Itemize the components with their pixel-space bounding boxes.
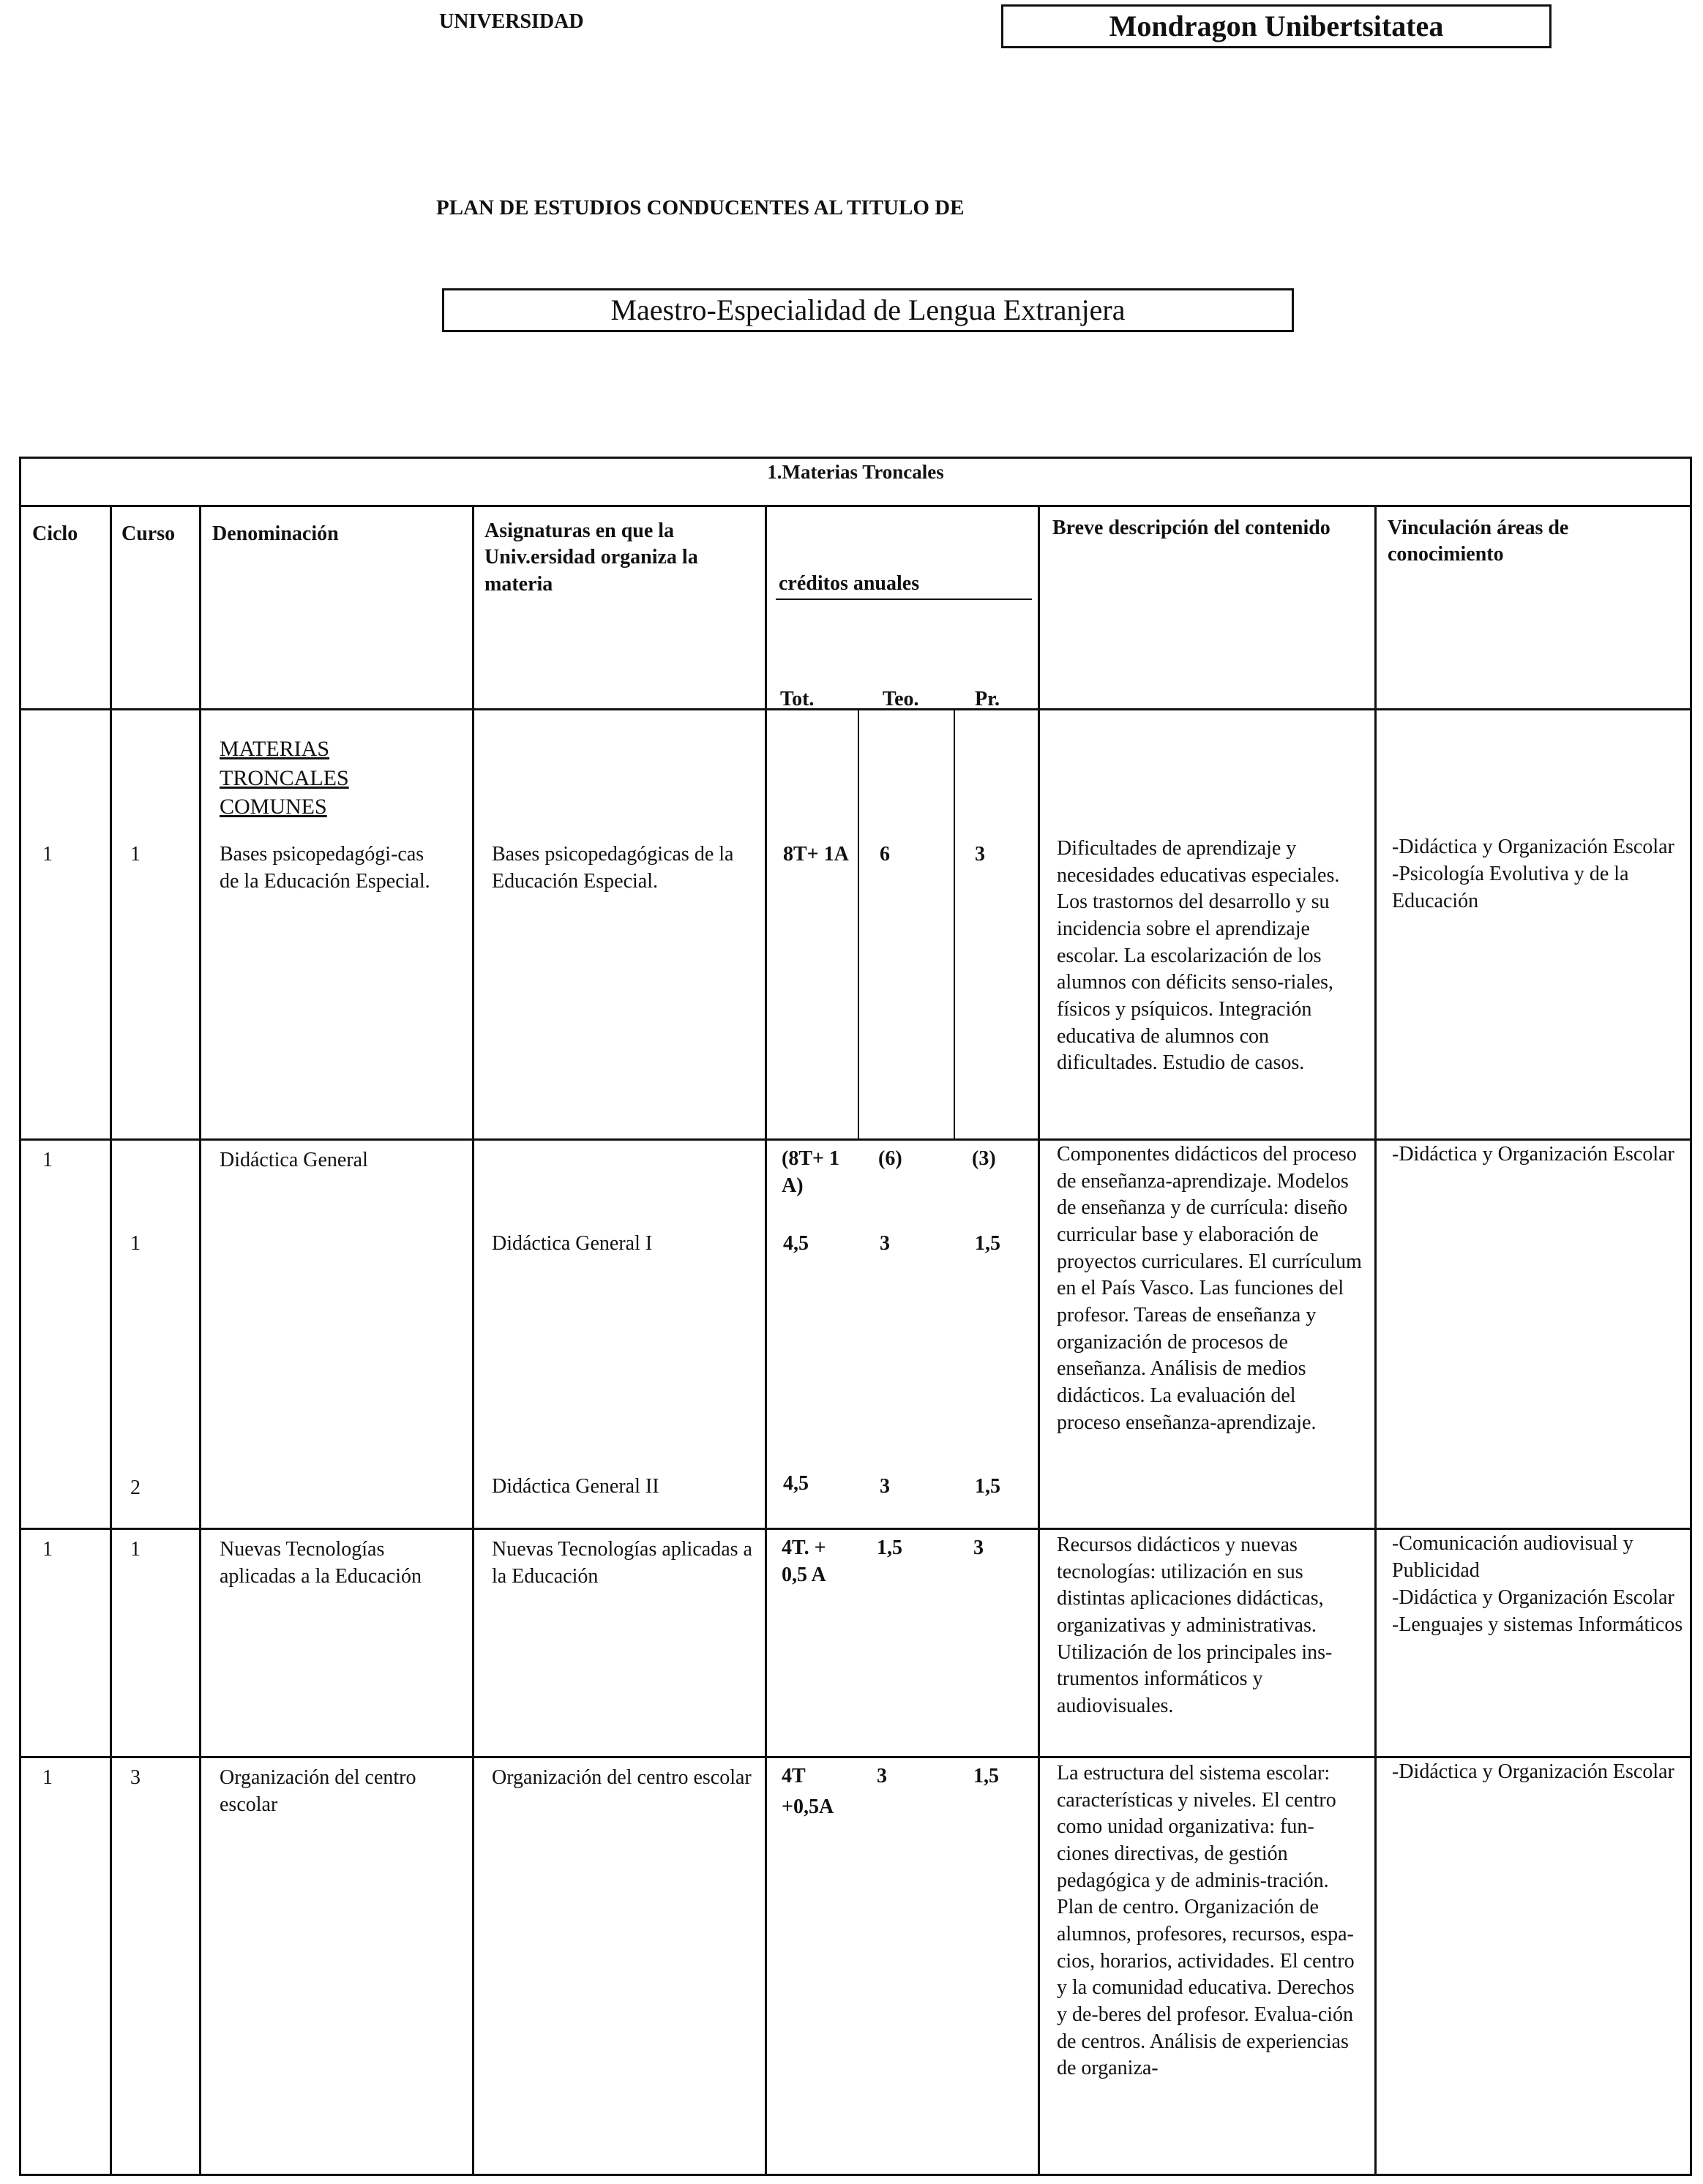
row-pr: 1,5 [975,1232,1000,1255]
row-tot: 4T. + 0,5 A [782,1536,826,1586]
row-asignatura: Bases psicopedagógicas de la Educación Especial. [492,843,734,893]
row-vinculacion: -Didáctica y Organización Escolar [1392,1143,1674,1166]
row-ciclo: 1 [42,843,53,866]
col-header-descripcion: Breve descripción del contenido [1052,517,1330,539]
col-sep-ciclo [110,506,112,2174]
row-vinculacion: -Comunicación audiovisual y Publicidad -Didáctica y Organización Escolar -Lenguajes y sistemas Informáticos [1392,1532,1683,1636]
row-asignatura: Didáctica General II [492,1475,659,1498]
row-teo: 1,5 [877,1536,902,1559]
col-header-denominacion: Denominación [212,522,339,545]
section-title: 1.Materias Troncales [767,461,944,483]
row-descripcion: Componentes didácticos del proceso de enseñanza-aprendizaje. Modelos de enseñanza y de currícula: diseño curricular base y elaboración de proyectos curriculares. El currículum en el País Vasco. Las funciones del profesor. Tareas de enseñanza y organización de procesos de enseñanza. Análisis de medios didácticos. La evaluación del proceso enseñanza-aprendizaje. [1057,1143,1362,1434]
col-header-pr: Pr. [975,688,1000,710]
row-tot: 4T [782,1765,806,1787]
row-denominacion: Bases psicopedagógi-cas de la Educación Especial. [220,843,430,893]
materias-table [19,457,1692,2176]
plan-heading: PLAN DE ESTUDIOS CONDUCENTES AL TITULO DE [436,196,965,219]
row-rule-3 [20,1756,1691,1758]
row-descripcion: Dificultades de aprendizaje y necesidades educativas especiales. Los trastornos del desarrollo y su incidencia sobre el aprendizaje escolar. La escolarización de los alumnos con déficits senso-riales, físicos y psíquicos. Integración educativa de alumnos con dificultades. Estudio de casos. [1057,837,1340,1075]
row-asignatura: Didáctica General I [492,1232,653,1255]
row-tot: 8T+ 1A [783,843,849,866]
row-denominacion: Organización del centro escolar [220,1766,416,1816]
row-curso: 1 [130,1232,141,1255]
row-ciclo: 1 [42,1149,53,1171]
row-pr: 3 [975,843,985,866]
row-ciclo: 1 [42,1538,53,1561]
creditos-underline [776,598,1032,600]
row-tot: 4,5 [783,1472,809,1495]
row-teo: (6) [878,1147,902,1170]
row-curso: 1 [130,1538,141,1561]
row-curso: 2 [130,1476,141,1499]
row-asignatura: Nuevas Tecnologías aplicadas a la Educación [492,1538,752,1588]
university-label: UNIVERSIDAD [439,10,584,33]
row-pr: 3 [973,1536,984,1559]
row-curso: 1 [130,843,141,866]
col-header-creditos: créditos anuales [779,572,920,595]
row-vinculacion: -Didáctica y Organización Escolar [1392,1760,1674,1783]
row-denominacion: Nuevas Tecnologías aplicadas a la Educación [220,1538,422,1588]
section-title-rule [20,505,1691,507]
row-pr: 1,5 [975,1475,1000,1498]
col-header-vinculacion: Vinculación áreas de conocimiento [1388,517,1569,566]
col-header-asignaturas: Asignaturas en que la Univ.ersidad organiza la materia [484,519,698,596]
row-teo: 3 [880,1232,890,1255]
col-header-teo: Teo. [883,688,919,710]
credit-sep-teo [954,710,955,1138]
row-descripcion: Recursos didácticos y nuevas tecnologías: utilización en sus distintas aplicaciones didácticas, organizativas y administrativas. Utilización de los principales ins-trumentos informáticos y audiovisuales. [1057,1534,1333,1718]
col-sep-asignaturas [765,506,767,2174]
col-sep-descripcion [1374,506,1377,2174]
col-sep-creditos [1038,506,1040,2174]
row-asignatura: Organización del centro escolar [492,1766,752,1789]
row-teo: 6 [880,843,890,866]
row-pr: 1,5 [973,1765,999,1787]
row-curso: 3 [130,1766,141,1789]
col-header-ciclo: Ciclo [32,522,78,545]
group-label: MATERIAS TRONCALES COMUNES [220,737,349,819]
col-sep-denominacion [472,506,474,2174]
row-tot: (8T+ 1 A) [782,1147,839,1197]
degree-title-box: Maestro-Especialidad de Lengua Extranjera [442,288,1294,332]
credit-sep-tot [858,710,859,1138]
row-pr: (3) [972,1147,996,1170]
col-header-tot: Tot. [780,688,815,710]
row-descripcion: La estructura del sistema escolar: características y niveles. El centro como unidad organizativa: fun-ciones directivas, de gestión pedagógica y de adminis-tración. Plan de centro. Organización de alumnos, profesores, recursos, espa-cios, horarios, actividades. El centro y la comunidad educativa. Derechos y de-beres del profesor. Evalua-ción de centros. Análisis de experiencias de organiza- [1057,1762,1355,2080]
col-sep-curso [199,506,201,2174]
row-tot-extra: +0,5A [782,1795,834,1818]
row-rule-2 [20,1528,1691,1530]
row-teo: 3 [880,1475,890,1498]
header-bottom-rule [20,708,1691,710]
row-ciclo: 1 [42,1766,53,1789]
row-denominacion: Didáctica General [220,1149,368,1171]
row-vinculacion: -Didáctica y Organización Escolar -Psicología Evolutiva y de la Educación [1392,836,1674,912]
row-tot: 4,5 [783,1232,809,1255]
row-teo: 3 [877,1765,887,1787]
university-name-box: Mondragon Unibertsitatea [1001,4,1552,48]
row-rule-1 [20,1138,1691,1141]
col-header-curso: Curso [121,522,176,545]
